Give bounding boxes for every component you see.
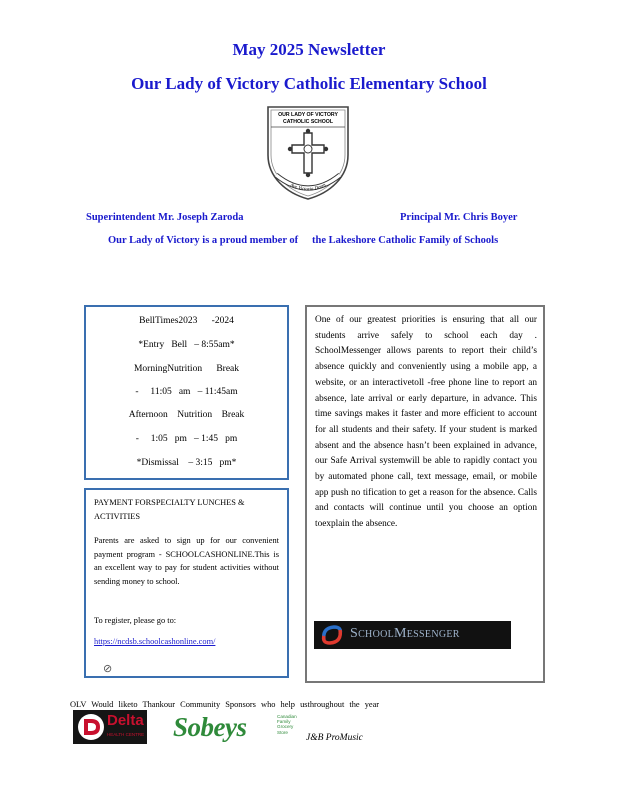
schoolmessenger-logo: [314, 621, 511, 649]
payment-box: [84, 488, 289, 678]
superintendent-name: Superintendent Mr. Joseph Zaroda: [86, 212, 244, 223]
bell-times-heading: BellTimes2023 -2024: [139, 316, 234, 326]
schoolmessenger-swirl-icon: [320, 624, 344, 646]
school-crest-icon: [262, 103, 354, 201]
delta-name: Delta: [107, 712, 144, 729]
entry-bell: *Entry Bell – 8:55am*: [138, 340, 235, 350]
safe-arrival-text: One of our greatest priorities is ensuring that all our students arrive safely to school each day . SchoolMessenger allows parents to report their child’s absence quickly and conveniently using a mobile app, a website, or an interactivetoll -free phone line to report an absence, late arrival or early departure, in advance. This time savings makes it faster and more efficient to account for all students and their safety. If your student is marked absent and the absence hasn’t been explained in advance, our Safe Arrival systemwill be able to rapidly contact you by automated phone call, text message, email, or mobile app push no tification to get a reason for the absence. Calls and contacts will continue until you choose an option toexplain the absence.: [315, 315, 537, 530]
principal-name: Principal Mr. Chris Boyer: [400, 212, 518, 223]
link-icon: ⊘: [103, 663, 113, 675]
dismissal-time: *Dismissal – 3:15 pm*: [136, 458, 237, 468]
jb-promusic-sponsor: J&B ProMusic: [306, 733, 363, 743]
newsletter-title: May 2025 Newsletter: [232, 40, 386, 59]
svg-text:CATHOLIC SCHOOL: CATHOLIC SCHOOL: [282, 119, 334, 125]
afternoon-nutrition-label: Afternoon Nutrition Break: [128, 410, 245, 420]
payment-heading: PAYMENT FORSPECIALTY LUNCHES & ACTIVITIES: [94, 498, 245, 521]
membership-text-part1: Our Lady of Victory is a proud member of: [108, 235, 299, 246]
schoolcashonline-link[interactable]: https://ncdsb.schoolcashonline.com/: [94, 637, 216, 646]
sobeys-name: Sobeys: [173, 712, 247, 742]
sobeys-sponsor-logo: [173, 712, 303, 744]
payment-body: Parents are asked to sign up for our convenient payment program - SCHOOLCASHONLINE.This is an excellent way to pay for student activities without sending money to school.: [94, 536, 279, 586]
school-name: Our Lady of Victory Catholic Elementary School: [131, 74, 487, 93]
svg-text:OUR LADY OF VICTORY: OUR LADY OF VICTORY: [278, 112, 338, 118]
delta-d-icon: [75, 712, 107, 742]
sobeys-tagline: Canadian Family Grocery Store: [277, 714, 297, 735]
morning-nutrition-time: - 11:05 am – 11:45am: [135, 387, 238, 397]
afternoon-nutrition-time: - 1:05 pm – 1:45 pm: [135, 434, 238, 444]
sponsor-thanks: OLV Would liketo Thankour Community Sponsors who help usthroughout the year: [70, 700, 380, 709]
delta-sponsor-logo: [73, 710, 147, 744]
morning-nutrition-label: MorningNutrition Break: [133, 364, 239, 374]
register-text: To register, please go to:: [94, 616, 177, 625]
membership-text-part2: the Lakeshore Catholic Family of Schools: [312, 235, 499, 246]
bell-times-box: [84, 305, 289, 480]
svg-text:Ave Victoria Deum: Ave Victoria Deum: [289, 183, 327, 193]
delta-subtitle: HEALTH CENTRE: [107, 732, 145, 737]
schoolmessenger-logo-text: SchoolMessenger: [350, 626, 460, 641]
